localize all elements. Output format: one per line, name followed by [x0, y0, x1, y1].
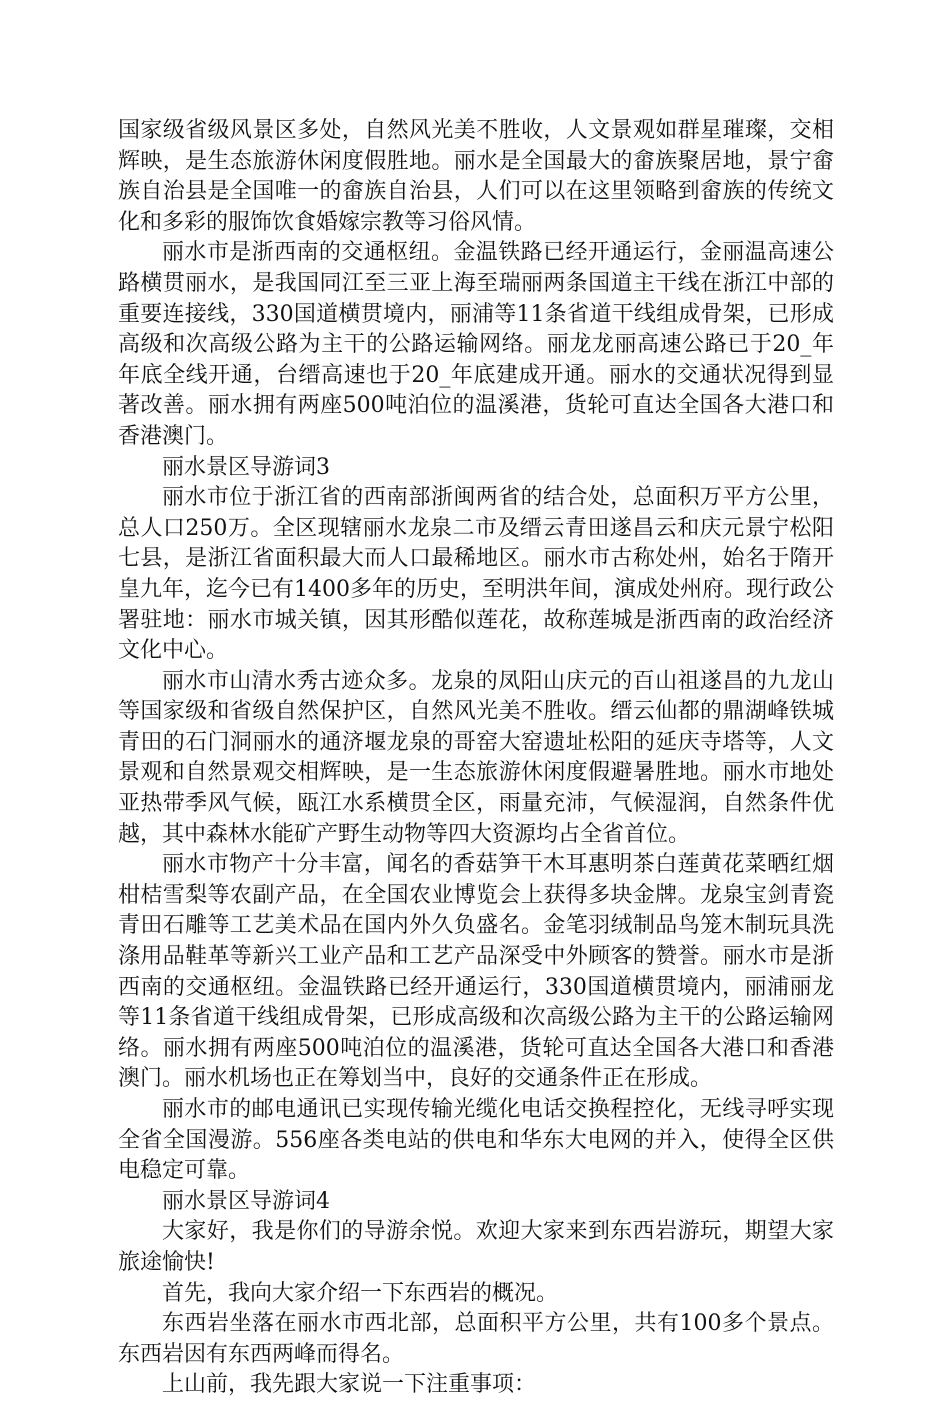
- section-heading-3: 丽水景区导游词3: [162, 454, 330, 480]
- paragraph-scenery: 丽水市山清水秀古迹众多。龙泉的凤阳山庆元的百山祖遂昌的九龙山等国家级和省级自然保护区，自然风光美不胜收。缙云仙都的鼎湖峰铁城青田的石门洞丽水的通济堰龙泉的哥窑大窑遗址松阳的延庆寺塔等，人文景观和自然景观交相辉映，是一生态旅游休闲度假避暑胜地。丽水市地处亚热带季风气候，瓯江水系横贯全区，雨量充沛，气候湿润，自然条件优越，其中森林水能矿产野生动物等四大资源均占全省首位。: [118, 668, 834, 847]
- paragraph-products: 丽水市物产十分丰富，闻名的香菇笋干木耳惠明茶白莲黄花菜晒红烟柑桔雪梨等农副产品，在全国农业博览会上获得多块金牌。龙泉宝剑青瓷青田石雕等工艺美术品在国内外久负盛名。金笔羽绒制品鸟笼木制玩具洗涤用品鞋革等新兴工业产品和工艺产品深受中外顾客的赞誉。丽水市是浙西南的交通枢纽。金温铁路已经开通运行，330国道横贯境内，丽浦丽龙等11条省道干线组成骨架，已形成高级和次高级公路为主干的公路运输网络。丽水拥有两座500吨泊位的温溪港，货轮可直达全国各大港口和香港澳门。丽水机场也正在筹划当中，良好的交通条件正在形成。: [118, 852, 834, 1092]
- paragraph-intro-continued: 国家级省级风景区多处，自然风光美不胜收，人文景观如群星璀璨，交相辉映，是生态旅游休闲度假胜地。丽水是全国最大的畲族聚居地，景宁畲族自治县是全国唯一的畲族自治县，人们可以在这里领略到畲族的传统文化和多彩的服饰饮食婚嫁宗教等习俗风情。: [118, 118, 834, 235]
- section-heading-4: 丽水景区导游词4: [162, 1188, 330, 1214]
- paragraph-dongxiyan: 东西岩坐落在丽水市西北部，总面积平方公里，共有100多个景点。东西岩因有东西两峰而得名。: [118, 1311, 834, 1367]
- paragraph-overview-intro: 首先，我向大家介绍一下东西岩的概况。: [162, 1280, 559, 1306]
- paragraph-welcome: 大家好，我是你们的导游余悦。欢迎大家来到东西岩游玩，期望大家旅途愉快!: [118, 1219, 834, 1275]
- paragraph-location: 丽水市位于浙江省的西南部浙闽两省的结合处，总面积万平方公里，总人口250万。全区现辖丽水龙泉二市及缙云青田遂昌云和庆元景宁松阳七县，是浙江省面积最大而人口最稀地区。丽水市古称处州，始名于隋开皇九年，迄今已有1400多年的历史，至明洪年间，演成处州府。现行政公署驻地：丽水市城关镇，因其形酷似莲花，故称莲城是浙西南的政治经济文化中心。: [118, 485, 834, 664]
- paragraph-transport: 丽水市是浙西南的交通枢纽。金温铁路已经开通运行，金丽温高速公路横贯丽水，是我国同江至三亚上海至瑞丽两条国道主干线在浙江中部的重要连接线，330国道横贯境内，丽浦等11条省道干线组成骨架，已形成高级和次高级公路为主干的公路运输网络。丽龙龙丽高速公路已于20_年年底全线开通，台缙高速也于20_年底建成开通。丽水的交通状况得到显著改善。丽水拥有两座500吨泊位的温溪港，货轮可直达全国各大港口和香港澳门。: [118, 240, 834, 449]
- paragraph-notes: 上山前，我先跟大家说一下注重事项：: [162, 1372, 537, 1398]
- document-page: [118, 116, 834, 1401]
- paragraph-telecom: 丽水市的邮电通讯已实现传输光缆化电话交换程控化，无线寻呼实现全省全国漫游。556座各类电站的供电和华东大电网的并入，使得全区供电稳定可靠。: [118, 1097, 834, 1184]
